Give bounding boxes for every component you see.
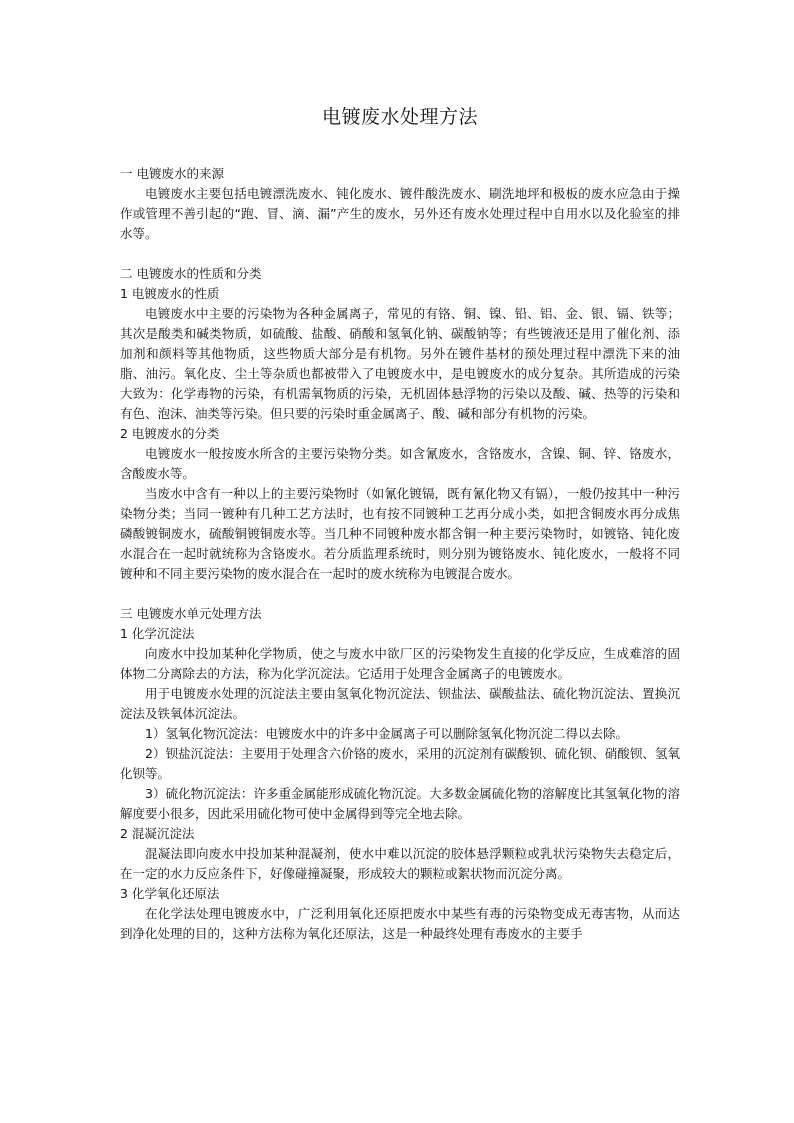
paragraph-properties: 电镀废水中主要的污染物为各种金属离子，常见的有铬、铜、镍、铅、铝、金、银、镉、铁等；其次是酸类和碱类物质，如硫酸、盐酸、硝酸和氢氧化钠、碳酸钠等；有些镀液还是用了催化剂、添加剂和颜料等其他物质，这些物质大部分是有机物。另外在镀件基材的预处理过程中漂洗下来的油脂、油污。氧化皮、尘土等杂质也都被带入了电镀废水中，是电镀废水的成分复杂。其所造成的污染大致为：化学毒物的污染，有机需氧物质的污染，无机固体悬浮物的污染以及酸、碱、热等的污染和有色、泡沫、油类等污染。但只要的污染时重金属离子、酸、碱和部分有机物的污染。 <box>120 306 680 421</box>
paragraph-sources: 电镀废水主要包括电镀漂洗废水、钝化废水、镀件酸洗废水、刷洗地坪和极板的废水应急由于操作或管理不善引起的“跑、冒、滴、漏”产生的废水，另外还有废水处理过程中自用水以及化验室的排水等。 <box>120 186 680 241</box>
paragraph-chemical-precipitation-1: 向废水中投加某种化学物质，使之与废水中欲厂区的污染物发生直接的化学反应，生成难溶的固体物二分离除去的方法，称为化学沉淀法。它适用于处理含金属离子的电镀废水。 <box>120 646 680 681</box>
paragraph-classification-2: 当废水中含有一种以上的主要污染物时（如氰化镀镉，既有氰化物又有镉），一般仍按其中一种污染物分类；当同一镀种有几种工艺方法时，也有按不同镀种工艺再分成小类，如把含铜废水再分成焦磷酸镀铜废水，硫酸铜镀铜废水等。当几种不同镀种废水都含铜一种主要污染物时，如镀铬、钝化废水混合在一起时就统称为含铬废水。若分质监理系统时，则分别为镀铬废水、钝化废水，一般将不同镀种和不同主要污染物的废水混合在一起时的废水统称为电镀混合废水。 <box>120 486 680 581</box>
paragraph-redox: 在化学法处理电镀废水中，广泛利用氧化还原把废水中某些有毒的污染物变成无毒害物，从而达到净化处理的目的，这种方法称为氧化还原法，这是一种最终处理有毒废水的主要手 <box>120 906 680 941</box>
paragraph-sulfide-precipitation: 3）硫化物沉淀法：许多重金属能形成硫化物沉淀。大多数金属硫化物的溶解度比其氢氧化物的溶解度要小很多，因此采用硫化物可使中金属得到等完全地去除。 <box>120 786 680 821</box>
section-heading-sources: 一 电镀废水的来源 <box>120 166 224 181</box>
paragraph-chemical-precipitation-2: 用于电镀废水处理的沉淀法主要由氢氧化物沉淀法、钡盐法、碳酸盐法、硫化物沉淀法、置换沉淀法及铁氧体沉淀法。 <box>120 686 680 721</box>
section-heading-properties-classification: 二 电镀废水的性质和分类 <box>120 266 262 281</box>
subheading-classification: 2 电镀废水的分类 <box>120 426 220 441</box>
paragraph-barium-salt-precipitation: 2）钡盐沉淀法：主要用于处理含六价铬的废水，采用的沉淀剂有碳酸钡、硫化钡、硝酸钡、氢氧化钡等。 <box>120 746 680 781</box>
spacer <box>120 584 680 604</box>
subheading-properties: 1 电镀废水的性质 <box>120 286 220 301</box>
subheading-coagulation: 2 混凝沉淀法 <box>120 826 195 841</box>
paragraph-hydroxide-precipitation: 1）氢氧化物沉淀法：电镀废水中的许多中金属离子可以删除氢氧化物沉淀二得以去除。 <box>145 726 628 741</box>
subheading-redox: 3 化学氧化还原法 <box>120 886 220 901</box>
subheading-chemical-precipitation: 1 化学沉淀法 <box>120 626 195 641</box>
paragraph-coagulation: 混凝法即向废水中投加某种混凝剂，使水中难以沉淀的胶体悬浮颗粒或乳状污染物失去稳定后，在一定的水力反应条件下，好像碰撞凝聚，形成较大的颗粒或絮状物而沉淀分离。 <box>120 846 680 881</box>
paragraph-classification-1: 电镀废水一般按废水所含的主要污染物分类。如含氰废水，含铬废水，含镍、铜、锌、铬废水，含酸废水等。 <box>120 446 680 481</box>
section-heading-treatment-methods: 三 电镀废水单元处理方法 <box>120 606 262 621</box>
document-body <box>120 104 680 944</box>
spacer <box>120 244 680 264</box>
document-title: 电镀废水处理方法 <box>321 106 478 128</box>
